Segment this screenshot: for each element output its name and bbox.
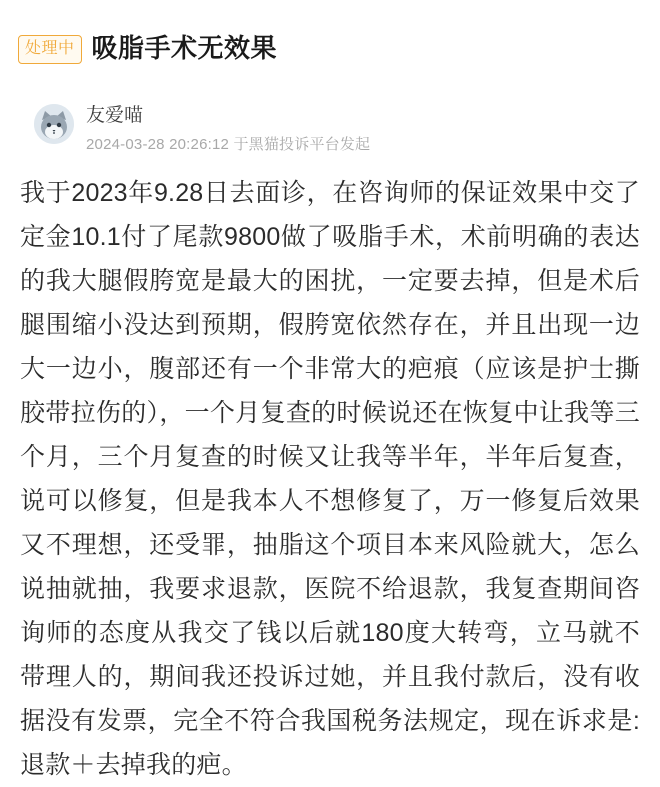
page-title: 吸脂手术无效果 — [91, 33, 278, 64]
status-badge: 处理中 — [18, 35, 82, 64]
avatar[interactable] — [34, 104, 74, 144]
author-name[interactable]: 友爱喵 — [86, 105, 144, 126]
post-body: 我于2023年9.28日去面诊，在咨询师的保证效果中交了定金10.1付了尾款9800做了吸脂手术，术前明确的表达的我大腿假胯宽是最大的困扰，一定要去掉，但是术后腿围缩小没达到预期，假胯宽依然存在，并且出现一边大一边小，腹部还有一个非常大的疤痕（应该是护士撕胶带拉伤的），一个月复查的时候说还在恢复中让我等三个月，三个月复查的时候又让我等半年，半年后复查，说可以修复，但是我本人不想修复了，万一修复后效果又不理想，还受罪，抽脂这个项目本来风险就大，怎么说抽就抽，我要求退款，医院不给退款，我复查期间咨询师的态度从我交了钱以后就180度大转弯，立马就不带理人的，期间我还投诉过她，并且我付款后，没有收据没有发票，完全不符合我国税务法规定，现在诉求是:退款＋去掉我的疤。 — [20, 178, 640, 779]
author-meta — [86, 100, 370, 157]
title-row — [18, 0, 642, 82]
post-timestamp: 2024-03-28 20:26:12 于黑猫投诉平台发起 — [86, 135, 371, 153]
cat-avatar-icon — [34, 104, 74, 144]
author-row — [18, 100, 642, 157]
